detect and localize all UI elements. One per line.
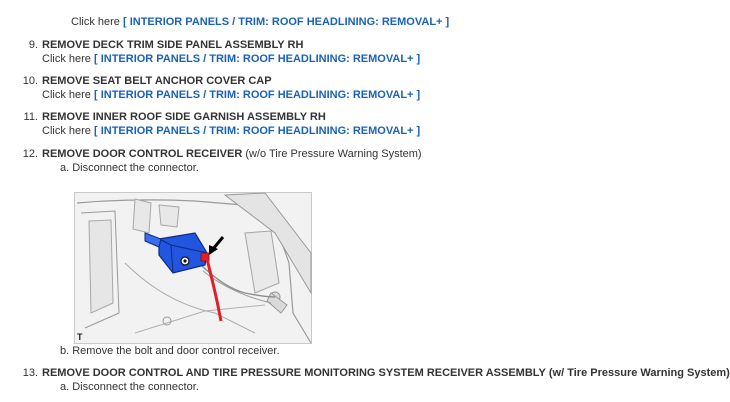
link-line [42,125,420,138]
roof-headlining-link[interactable]: [ INTERIOR PANELS / TRIM: ROOF HEADLINING: REMOVAL+ ] [93,125,421,137]
step-number: 9. [28,39,38,51]
step-title: REMOVE DOOR CONTROL AND TIRE PRESSURE MONITORING SYSTEM RECEIVER ASSEMBLY [42,367,546,379]
click-here-text: Click here [42,53,91,65]
click-here-text: Click here [42,125,91,137]
link-line [42,53,420,66]
roof-headlining-link[interactable]: [ INTERIOR PANELS / TRIM: ROOF HEADLINING: REMOVAL+ ] [93,89,421,101]
roof-headlining-link[interactable]: [ INTERIOR PANELS / TRIM: ROOF HEADLINING: REMOVAL+ ] [122,16,450,28]
step-number: 11. [23,111,38,123]
click-here-text: Click here [71,16,120,28]
step-number: 13. [22,367,38,379]
figure-label: T [77,332,83,342]
door-control-receiver-figure [74,192,312,344]
substep-text: a. Disconnect the connector. [60,381,199,393]
illustration [75,193,311,343]
step-title: REMOVE SEAT BELT ANCHOR COVER CAP [42,75,272,87]
step-title: REMOVE DOOR CONTROL RECEIVER [42,148,243,160]
step-heading [42,148,422,161]
step-condition: (w/ Tire Pressure Warning System) [548,367,730,379]
substep-text: a. Disconnect the connector. [60,162,199,174]
step-number: 10. [22,75,38,87]
step-title: REMOVE INNER ROOF SIDE GARNISH ASSEMBLY RH [42,111,326,123]
link-line-top [71,16,449,29]
roof-headlining-link[interactable]: [ INTERIOR PANELS / TRIM: ROOF HEADLINING: REMOVAL+ ] [93,53,421,65]
step-number: 12. [22,148,38,160]
step-title: REMOVE DECK TRIM SIDE PANEL ASSEMBLY RH [42,39,304,51]
substep-text: b. Remove the bolt and door control receiver. [60,345,280,357]
link-line [42,89,420,102]
step-condition: (w/o Tire Pressure Warning System) [245,148,422,160]
step-heading [42,367,730,380]
click-here-text: Click here [42,89,91,101]
